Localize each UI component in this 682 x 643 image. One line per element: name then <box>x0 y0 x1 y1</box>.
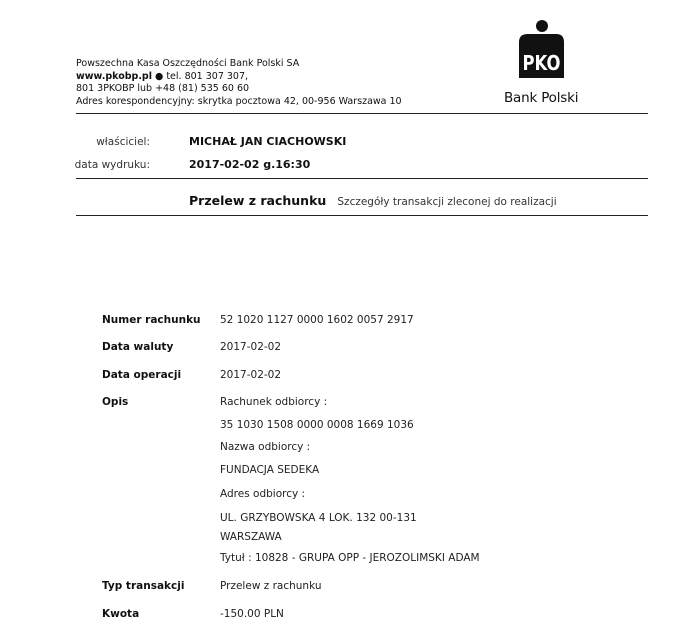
transaction-type-value: Przelew z rachunku <box>220 580 322 592</box>
description-line: FUNDACJA SEDEKA <box>220 464 320 476</box>
amount-value: -150.00 PLN <box>220 608 284 620</box>
document-subtitle: Szczegóły transakcji zleconej do realizacji <box>337 196 557 208</box>
bank-website-link[interactable]: www.pkobp.pl <box>76 70 152 82</box>
description-line: WARSZAWA <box>220 531 282 543</box>
value-date-label: Data waluty <box>102 341 174 353</box>
print-date-label: data wydruku: <box>74 159 150 171</box>
document-title: Przelew z rachunku <box>189 193 327 208</box>
description-line: 35 1030 1508 0000 0008 1669 1036 <box>220 419 414 431</box>
bank-contact-line1 <box>76 71 402 84</box>
pko-logo-letters: PKO <box>522 51 561 75</box>
description-line: Rachunek odbiorcy : <box>220 396 328 408</box>
amount-label: Kwota <box>102 608 140 620</box>
owner-value: MICHAŁ JAN CIACHOWSKI <box>189 135 347 148</box>
document-title-block <box>189 190 557 209</box>
description-line: Nazwa odbiorcy : <box>220 441 311 453</box>
bank-contact-line2: 801 3PKOBP lub +48 (81) 535 60 60 <box>76 83 250 94</box>
value-date-value: 2017-02-02 <box>220 341 282 353</box>
account-number-value: 52 1020 1127 0000 1602 0057 2917 <box>220 314 414 326</box>
meta-divider <box>76 178 648 179</box>
bank-name: Powszechna Kasa Oszczędności Bank Polski SA <box>76 58 300 69</box>
header-divider <box>76 113 648 114</box>
description-line: Adres odbiorcy : <box>220 488 306 500</box>
title-divider <box>76 215 648 216</box>
description-label: Opis <box>102 396 129 408</box>
description-line: Tytuł : 10828 - GRUPA OPP - JEROZOLIMSKI ADAM <box>220 552 480 564</box>
owner-label: właściciel: <box>96 136 150 148</box>
bank-address: Adres korespondencyjny: skrytka pocztowa 42, 00-956 Warszawa 10 <box>76 95 402 107</box>
operation-date-label: Data operacji <box>102 369 182 381</box>
bank-logo-text: Bank Polski <box>504 90 579 106</box>
bank-info <box>76 58 402 108</box>
operation-date-value: 2017-02-02 <box>220 369 282 381</box>
transaction-type-label: Typ transakcji <box>102 580 185 592</box>
account-number-label: Numer rachunku <box>102 314 201 326</box>
bank-phone: ● tel. 801 307 307, <box>152 70 249 82</box>
print-date-value: 2017-02-02 g.16:30 <box>189 158 311 171</box>
description-line: UL. GRZYBOWSKA 4 LOK. 132 00-131 <box>220 512 417 524</box>
